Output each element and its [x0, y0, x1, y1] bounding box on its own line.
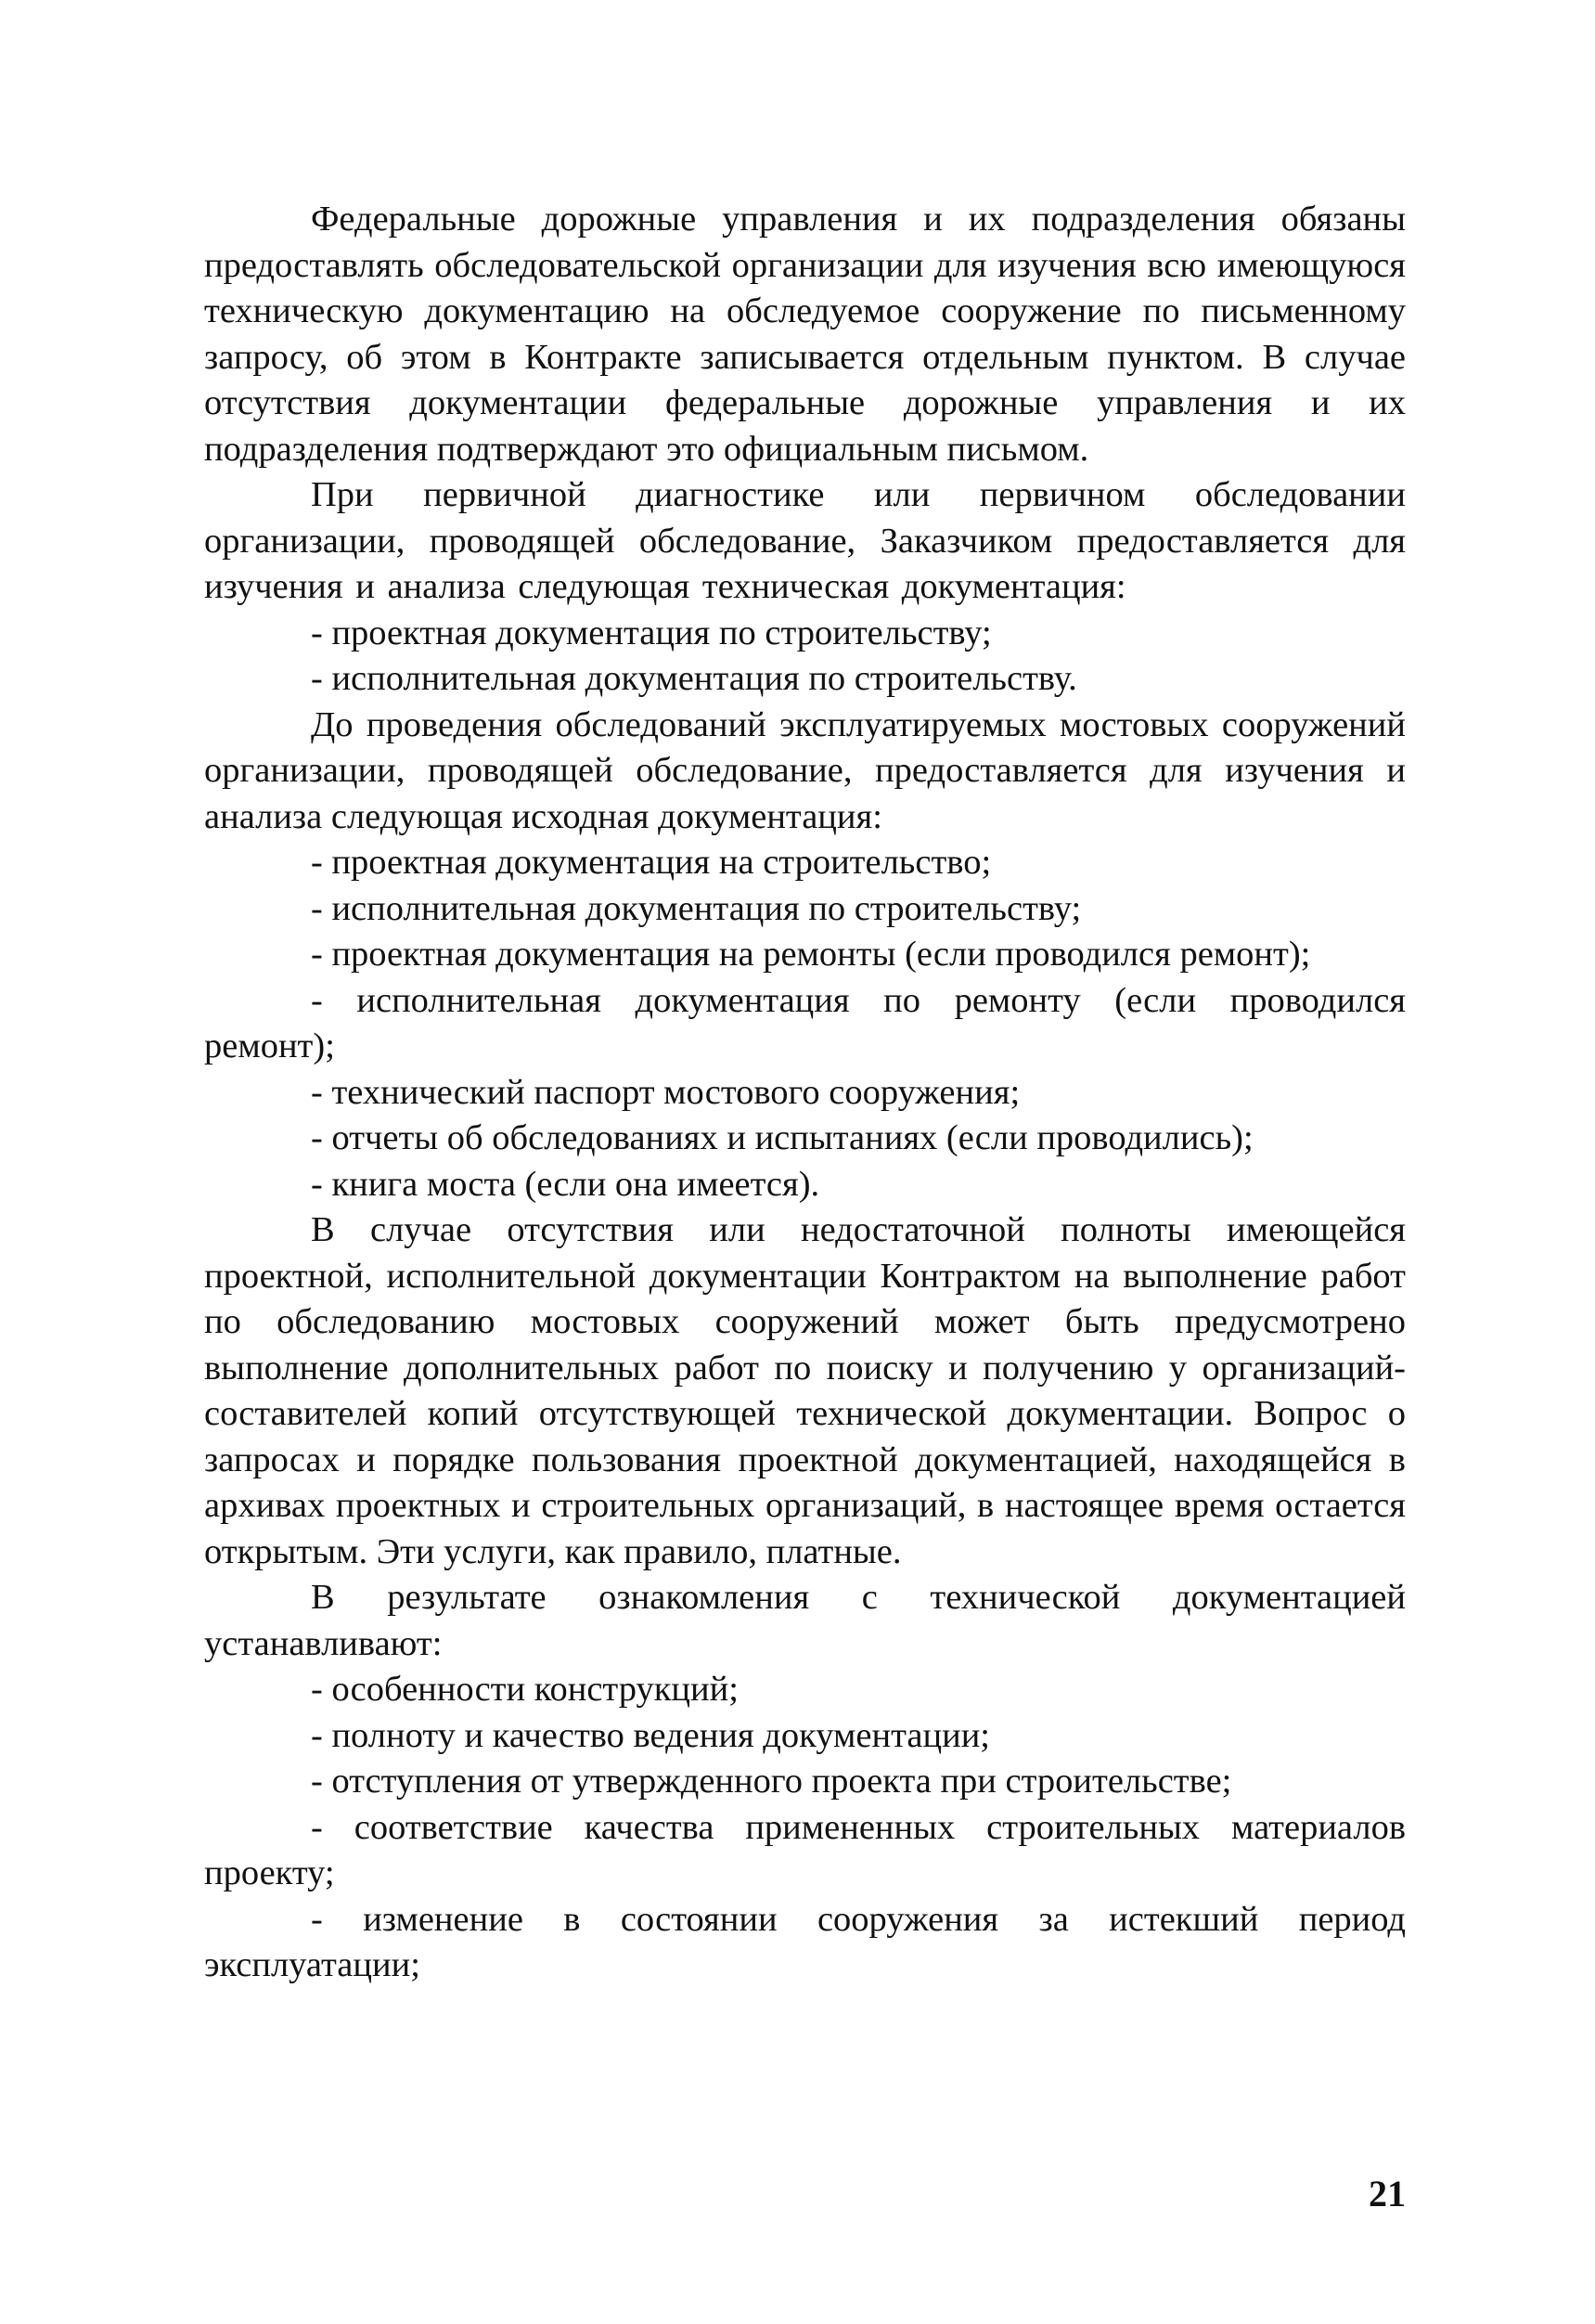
list-item-condition-changes: - изменение в состоянии сооружения за истекший период эксплуатации;: [204, 1899, 1406, 1984]
paragraph-primary-diagnostics: При первичной диагностике или первичном обследовании организации, проводящей обследование, Заказчиком предоставляется для изучения и анализа следующая техническая документация:: [204, 475, 1406, 606]
paragraph-missing-documentation: В случае отсутствия или недостаточной полноты имеющейся проектной, исполнительной документации Контрактом на выполнение работ по обследованию мостовых сооружений может быть предусмотрено выполнение дополнительных работ по поиску и получению у организаций-составителей копий отсутствующей технической документации. Вопрос о запросах и порядке пользования проектной документацией, находящейся в архивах проектных и строительных организаций, в настоящее время остается открытым. Эти услуги, как правило, платные.: [204, 1210, 1406, 1571]
list-item-primary-design-docs: - проектная документация по строительству;: [311, 613, 992, 652]
document-page: [204, 197, 1406, 1989]
list-item-source-asbuilt-docs: - исполнительная документация по строительству;: [311, 888, 1082, 928]
paragraph-before-inspection: До проведения обследований эксплуатируемых мостовых сооружений организации, проводящей обследование, предоставляется для изучения и анализа следующая исходная документация:: [204, 704, 1406, 836]
list-item-source-bridge-book: - книга моста (если она имеется).: [311, 1164, 820, 1204]
list-item-source-design-docs: - проектная документация на строительство;: [311, 843, 992, 882]
list-item-materials-compliance: - соответствие качества примененных строительных материалов проекту;: [204, 1807, 1406, 1892]
list-item-documentation-quality: - полноту и качество ведения документации;: [311, 1715, 990, 1755]
list-item-source-repair-design-docs: - проектная документация на ремонты (если проводился ремонт);: [311, 935, 1311, 974]
list-item-source-test-reports: - отчеты об обследованиях и испытаниях (если проводились);: [311, 1118, 1254, 1157]
list-item-primary-asbuilt-docs: - исполнительная документация по строительству.: [311, 659, 1077, 698]
list-item-source-technical-passport: - технический паспорт мостового сооружения;: [311, 1072, 1021, 1112]
page-number: 21: [1369, 2173, 1406, 2214]
paragraph-documentation-duty: Федеральные дорожные управления и их подразделения обязаны предоставлять обследовательской организации для изучения всю имеющуюся техническую документацию на обследуемое сооружение по письменному запросу, об этом в Контракте записывается отдельным пунктом. В случае отсутствия документации федеральные дорожные управления и их подразделения подтверждают это официальным письмом.: [204, 200, 1406, 469]
list-item-project-deviations: - отступления от утвержденного проекта при строительстве;: [311, 1762, 1232, 1801]
list-item-source-repair-asbuilt-docs: - исполнительная документация по ремонту (если проводился ремонт);: [204, 980, 1406, 1065]
paragraph-review-results: В результате ознакомления с технической документацией устанавливают:: [204, 1578, 1406, 1663]
list-item-design-features: - особенности конструкций;: [311, 1670, 739, 1709]
